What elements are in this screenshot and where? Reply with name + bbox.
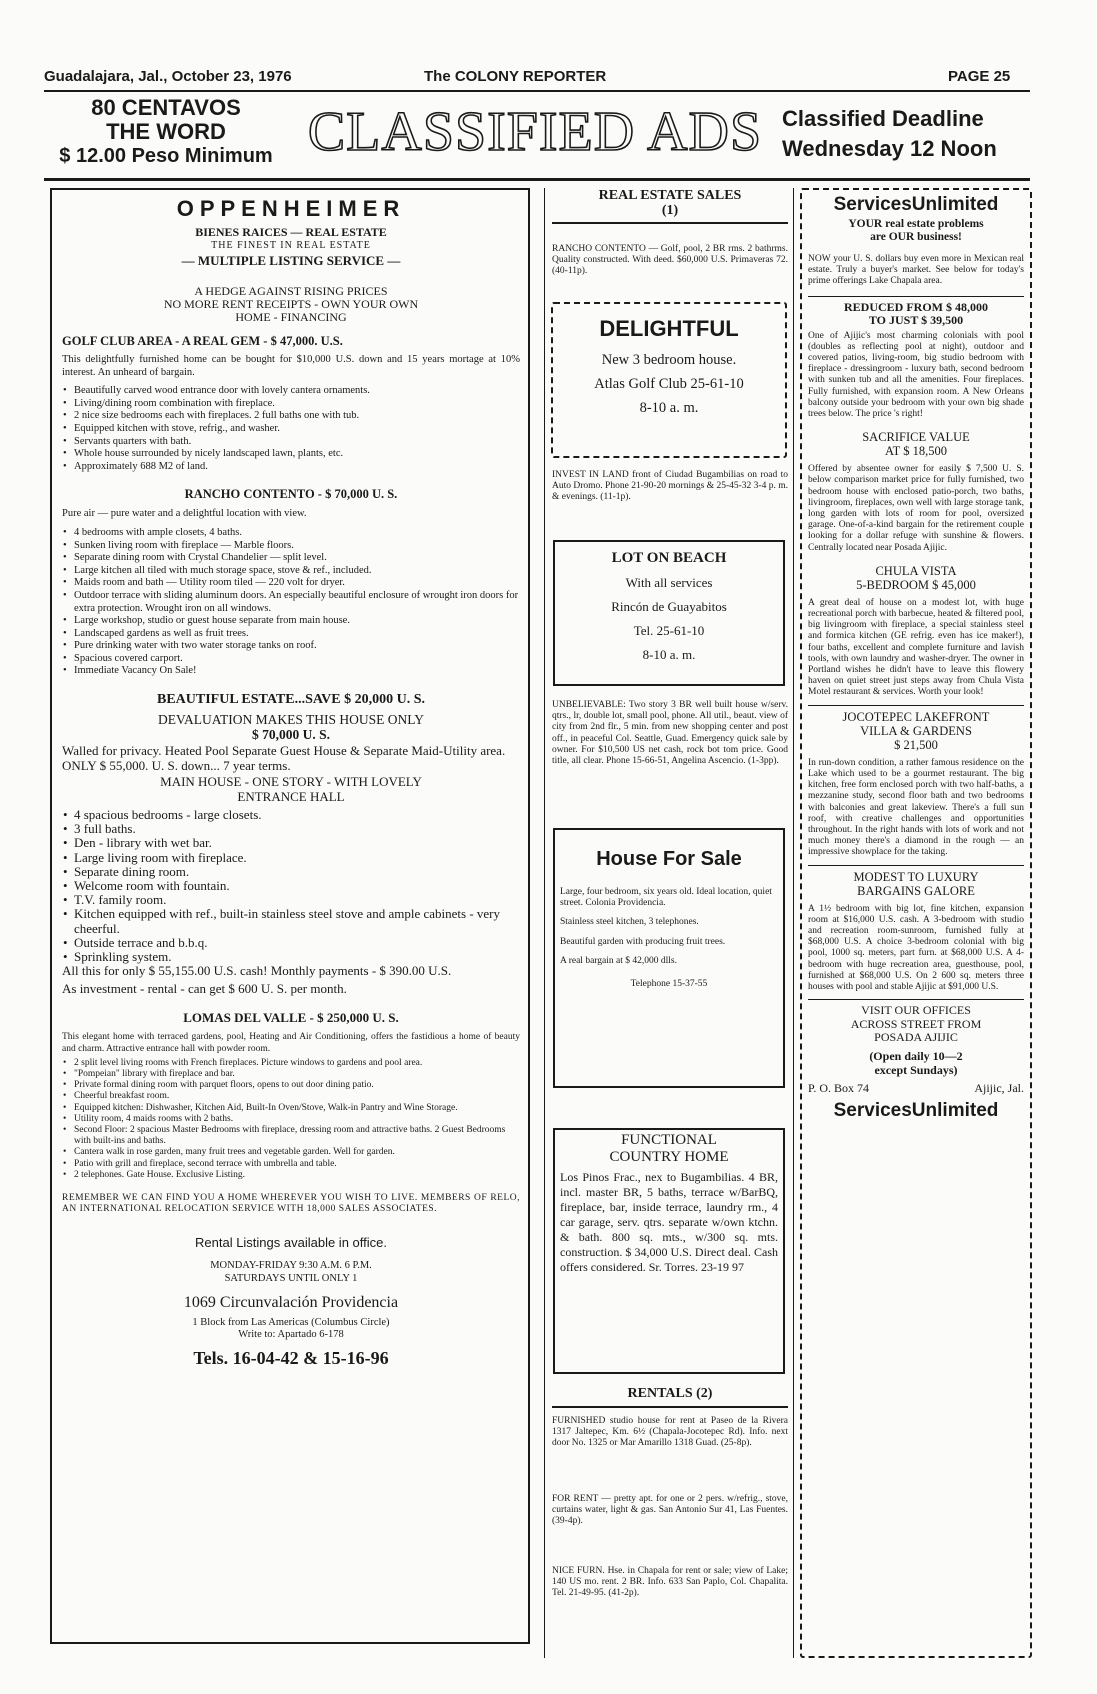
visit-line-1: VISIT OUR OFFICES [861,1003,971,1018]
list-item: • 4 bedrooms with ample closets, 4 baths. [74,527,520,540]
header-date: Guadalajara, Jal., October 23, 1976 [44,68,292,85]
jocotepec-heading-2: VILLA & GARDENS [860,723,972,738]
open-line-1: (Open daily 10—2 [869,1048,963,1063]
house-line-4: A real bargain at $ 42,000 dlls. [560,955,677,966]
write-line: Write to: Apartado 6-178 [238,1329,344,1341]
tagline-2: are OUR business! [870,231,962,243]
list-item: • Beautifully carved wood entrance door with lovely cantera ornaments. [74,385,520,398]
functional-body: Los Pinos Frac., nex to Bugambilias. 4 BR, incl. master BR, 5 baths, terrace w/BarBQ, fireplace, bar, inside terrace, laundry rm., 4 car garage, serv. qtrs. separate w/own ktchn. & bath. 800 sq. mts., w/300 sq. mts. construction. $ 34,000 U.S. Direct deal. Cash offers considered. Sr. Torres. 23-19 97 [560,1170,778,1274]
house-title: House For Sale [596,848,742,870]
section-rule [808,296,1024,297]
modest-body: A 1½ bedroom with big lot, fine kitchen, expansion room at $16,000 U.S. cash. A 3-bedroom with studio and recreation room-sunroom, furnished fully at $68,000 U.S. A choice 3-bedroom colonial with big pool, 1000 sq. meters, part furn. at $68,000 U.S. A 4-bedroom with huge recreation area, guesthouse, pool, furnished at $68,000 U.S. On 2 600 sq. meters three houses with pool and stable Ajijic at $91,000 U.S. [808,903,1024,992]
rate-line-3: $ 12.00 Peso Minimum [59,145,273,167]
list-item: • 2 nice size bedrooms each with fireplaces. 2 full baths one with tub. [74,410,520,423]
golf-intro: This delightfully furnished home can be bought for $10,000 U.S. down and 15 years mortage at 10% interest. An unheard of bargain. [62,354,520,378]
chula-heading [808,564,1024,592]
unbelievable-ad: UNBELIEVABLE: Two story 3 BR well built house w/serv. qtrs., lr, double lot, small pool, phone. All util., beaut. view of city from 2nd flr., 5 min. from new shopping center and post off., in peaceful Col. Seattle, Guad. Emergency quick sale by owner. For $10,500 US net cash, rock bot tom price. Good title, all clear. Phone 15-66-51, Angelina Ascencio. (1-3pp). [552,700,788,767]
list-item: • Private formal dining room with parquet floors, opens to out door dining patio. [74,1080,520,1091]
list-item: • Patio with grill and fireplace, second terrace with umbrella and table. [74,1159,520,1170]
list-item: • Spacious covered carport. [74,653,520,666]
jocotepec-heading-3: $ 21,500 [894,737,938,752]
house-for-sale-ad [560,848,778,990]
rancho-features-list [62,527,520,678]
house-line-1: Large, four bedroom, six years old. Ideal location, quiet street. Colonia Providencia. [560,887,772,909]
list-item: • Living/dining room combination with fireplace. [74,398,520,411]
estate-line-5: ENTRANCE HALL [237,788,345,804]
list-item: • Equipped kitchen: Dishwasher, Kitchen Aid, Built-In Oven/Stove, Walk-in Pantry and Wine Storage. [74,1103,520,1114]
oppenheimer-sub-2: THE FINEST IN REAL ESTATE [211,240,371,251]
hedge-line-2: NO MORE RENT RECEIPTS - OWN YOUR OWN [163,297,419,311]
list-item: • 3 full baths. [74,822,520,836]
office-address: 1069 Circunvalación Providencia [183,1293,399,1311]
modest-heading-2: BARGAINS GALORE [857,883,975,898]
real-estate-sales-heading [552,188,788,218]
hedge-line-3: HOME - FINANCING [235,310,347,324]
estate-features-list [62,808,520,964]
jocotepec-heading [808,710,1024,752]
functional-title [560,1132,778,1166]
section-rule [808,999,1024,1000]
lomas-features-list [62,1058,520,1181]
list-item: • Large kitchen all tiled with much storage space, stove & ref., included. [74,565,520,578]
delightful-body [556,348,782,420]
modest-heading [808,870,1024,898]
estate-main-house [62,775,520,804]
visit-offices [808,1004,1024,1045]
golf-features-list [62,385,520,473]
list-item: • Second Floor: 2 spacious Master Bedrooms with fireplace, dressing room and attractive baths. 2 Guest Bedrooms with built-ins and baths. [74,1125,520,1147]
hours-line-1: MONDAY-FRIDAY 9:30 A.M. 6 P.M. [210,1260,372,1272]
town: Ajijic, Jal. [974,1080,1024,1095]
list-item: • Approximately 688 M2 of land. [74,461,520,474]
res-heading-line-2: (1) [661,203,679,218]
list-item: • Equipped kitchen with stove, refrig., and washer. [74,423,520,436]
header-page-number: PAGE 25 [948,68,1011,85]
list-item: • Landscaped gardens as well as fruit trees. [74,628,520,641]
open-line-2: except Sundays) [874,1062,958,1077]
section-rule [808,705,1024,706]
po-box: P. O. Box 74 [808,1080,870,1095]
delightful-line-1: New 3 bedroom house. [601,352,737,368]
list-item: • Cantera walk in rose garden, many fruit trees and vegetable garden. Well for garden. [74,1147,520,1158]
deadline-line-2: Wednesday 12 Noon [782,136,997,161]
rate-line-1: 80 CENTAVOS [91,95,241,120]
office-hours [62,1260,520,1285]
services-unlimited-ad [808,194,1024,1122]
heading-rule [552,222,788,224]
visit-line-2: ACROSS STREET FROM [850,1016,982,1031]
deadline-line-1: Classified Deadline [782,106,984,131]
rental-note: Rental Listings available in office. [195,1235,387,1251]
house-line-2: Stainless steel kitchen, 3 telephones. [560,917,699,928]
oppenheimer-ad [62,196,520,1369]
list-item: • Maids room and bath — Utility room tiled — 220 volt for dryer. [74,577,520,590]
list-item: • Welcome room with fountain. [74,879,520,893]
rancho-heading: RANCHO CONTENTO - $ 70,000 U. S. [184,487,398,502]
list-item: • Pure drinking water with two water storage tanks on roof. [74,640,520,653]
lot-line-2: Rincón de Guayabitos [611,599,727,614]
list-item: • Utility room, 4 maids rooms with 2 baths. [74,1114,520,1125]
list-item: • T.V. family room. [74,893,520,907]
estate-line-7: As investment - rental - can get $ 600 U. S. per month. [62,980,347,996]
list-item: • Large living room with fireplace. [74,851,520,865]
list-item: • Separate dining room with Crystal Chandelier — split level. [74,552,520,565]
invest-land-ad: INVEST IN LAND front of Ciudad Bugambilias on road to Auto Dromo. Phone 21-90-20 mornings & 25-45-32 3-4 p. m. & evenings. (11-1p). [552,470,788,503]
deadline-box [782,104,1032,164]
block-line: 1 Block from Las Americas (Columbus Circle) [192,1316,390,1328]
opening-hours [808,1049,1024,1077]
rate-line-2: THE WORD [106,119,226,144]
lot-line-1: With all services [625,575,713,590]
list-item: • Whole house surrounded by nicely landscaped lawn, plants, etc. [74,448,520,461]
reduced-heading [808,301,1024,327]
section-rule [808,865,1024,866]
jocotepec-heading-1: JOCOTEPEC LAKEFRONT [842,709,990,724]
sacrifice-body: Offered by absentee owner for easily $ 7,500 U. S. below comparison market price for fully furnished, two bedroom house with enclosed patio-porch, two baths, livingroom, fireplaces, own well with large storage tank, long garden with lots of room for pool, oversized garage. One-of-a-kind bargain for the retirement couple looking for a dollar refuge with sunshine & flowers. Centrally located near Posada Ajijic. [808,464,1024,553]
oppenheimer-name: OPPENHEIMER [176,196,406,221]
lot-line-3: Tel. 25-61-10 [633,623,705,638]
lomas-heading: LOMAS DEL VALLE - $ 250,000 U. S. [183,1010,399,1026]
hours-line-2: SATURDAYS UNTIL ONLY 1 [224,1272,358,1284]
estate-devaluation [62,712,520,742]
chula-heading-1: CHULA VISTA [875,563,957,578]
tagline [808,218,1024,244]
header-rule [44,90,1030,92]
rentals-heading: RENTALS (2) [627,1386,713,1401]
heading-rule [552,1406,788,1408]
list-item: • "Pompeian" library with fireplace and bar. [74,1069,520,1080]
functional-home-ad [560,1132,778,1275]
lot-line-4: 8-10 a. m. [642,647,696,662]
reduced-body: One of Ajijic's most charming colonials with pool (doubles as reflecting pool at night), outdoor and covered patios, living-room, big studio bedroom with fireplace - dressingroom - luxury bath, second bedroom with sunken tub and all the amenities. Four fireplaces. Fully furnished, with expansion room. A New Orleans balcony outside your bedroom with your own big shade trees below. The price 's right! [808,330,1024,420]
list-item: • 2 telephones. Gate House. Exclusive Listing. [74,1170,520,1181]
oppenheimer-sub-3: — MULTIPLE LISTING SERVICE — [181,253,401,268]
reduced-heading-1: REDUCED FROM $ 48,000 [844,299,988,314]
list-item: • Cheerful breakfast room. [74,1091,520,1102]
list-item: • Separate dining room. [74,865,520,879]
tagline-1: YOUR real estate problems [848,218,984,230]
delightful-ad [556,316,782,420]
house-telephone: Telephone 15-37-55 [630,979,708,990]
header-paper-name: The COLONY REPORTER [424,68,607,85]
rancho-contento-small-ad: RANCHO CONTENTO — Golf, pool, 2 BR rms. 2 bathrms. Quality constructed. With deed. $60,000 U.S. Primaveras 72. (40-11p). [552,244,788,277]
jocotepec-body: In run-down condition, a rather famous residence on the Lake which used to be a gourmet restaurant. The big kitchen, free form enclosed porch with two half-baths, a mezzanine study, second floor bath and two bedrooms with balconies and great lakeview. There's a full sun roof, with creative challenges and opportunities throughout. In the right hands with lots of work and not much money there's a diamond in the rough — an impressive showplace for the taking. [808,757,1024,858]
office-location [62,1317,520,1342]
functional-title-line-1: FUNCTIONAL [621,1132,717,1148]
rental-ad-1: FURNISHED studio house for rent at Paseo de la Rivera 1317 Jaltepec, Km. 6½ (Chapala-Jocotepec Rd). Info. next door No. 1325 or Mar Amarillo 1318 Guad. (25-8p). [552,1416,788,1449]
chula-heading-2: 5-BEDROOM $ 45,000 [856,577,976,592]
sacrifice-heading-2: AT $ 18,500 [885,444,947,459]
brand-top: ServicesUnlimited [833,194,999,215]
estate-line-4: MAIN HOUSE - ONE STORY - WITH LOVELY [160,774,422,790]
house-line-3: Beautiful garden with producing fruit trees. [560,936,726,947]
delightful-title: DELIGHTFUL [599,316,739,341]
remember-note: REMEMBER WE CAN FIND YOU A HOME WHEREVER YOU WISH TO LIVE. MEMBERS OF RELO, AN INTERNATIONAL RELOCATION SERVICE WITH 18,000 SALES ASSOCIATES. [62,1192,520,1215]
list-item: • Outside terrace and b.b.q. [74,936,520,950]
reduced-heading-2: TO JUST $ 39,500 [868,312,964,327]
masthead-title: CLASSIFIED ADS [307,101,763,163]
golf-heading: GOLF CLUB AREA - A REAL GEM - $ 47,000. U.S. [62,334,343,348]
modest-heading-1: MODEST TO LUXURY [853,869,979,884]
brand-bottom: ServicesUnlimited [833,1099,999,1121]
intro-text: NOW your U. S. dollars buy even more in Mexican real estate. Truly a buyer's market. See below for today's prime offerings Lake Chapala area. [808,254,1024,287]
delightful-line-2: Atlas Golf Club 25-61-10 [594,376,744,392]
list-item: • Sprinkling system. [74,950,520,964]
estate-line-3: Walled for privacy. Heated Pool Separate Guest House & Separate Maid-Utility area. ONLY $ 55,000. U. S. down... 7 year terms. [62,743,506,773]
estate-heading: BEAUTIFUL ESTATE...SAVE $ 20,000 U. S. [156,692,426,708]
oppenheimer-sub-1: BIENES RAICES — REAL ESTATE [195,225,387,239]
list-item: • Sunken living room with fireplace — Marble floors. [74,540,520,553]
visit-line-3: POSADA AJIJIC [874,1030,958,1045]
list-item: • Servants quarters with bath. [74,436,520,449]
lomas-intro: This elegant home with terraced gardens, pool, Heating and Air Conditioning, offers the fastidious a home of beauty and charm. Attractive entrance hall with powder room. [62,1032,520,1054]
list-item: • Immediate Vacancy On Sale! [74,665,520,678]
column-divider [544,188,545,1658]
rate-box [46,96,286,168]
sacrifice-heading-1: SACRIFICE VALUE [862,430,970,445]
office-phones: Tels. 16-04-42 & 15-16-96 [193,1347,389,1368]
sacrifice-heading [808,430,1024,458]
postal-line [808,1081,1024,1096]
estate-line-1: DEVALUATION MAKES THIS HOUSE ONLY [158,712,424,728]
delightful-line-3: 8-10 a. m. [639,400,699,416]
lot-body [560,571,778,667]
rental-ad-2: FOR RENT — pretty apt. for one or 2 pers. w/refrig., stove, curtains water, light & gas. San Antonio Sur 41, Las Fuentes. (39-4p). [552,1494,788,1527]
res-heading-line-1: REAL ESTATE SALES [598,188,742,203]
hedge-block [62,285,520,324]
estate-line-6: All this for only $ 55,155.00 U.S. cash! Monthly payments - $ 390.00 U.S. [62,963,452,979]
column-divider [793,188,794,1658]
list-item: • Large workshop, studio or guest house separate from main house. [74,615,520,628]
functional-title-line-2: COUNTRY HOME [609,1149,729,1165]
lot-title: LOT ON BEACH [611,550,727,566]
rental-ad-3: NICE FURN. Hse. in Chapala for rent or sale; view of Lake; 140 US mo. rent. 2 BR. Info. 633 San Paplo, Col. Chapalita. Tel. 21-49-95. (41-2p). [552,1566,788,1599]
chula-body: A great deal of house on a modest lot, with huge recreational porch with barbecue, heated & filtered pool, big livingroom with fireplace, a special stainless steel and formica kitchen (GE refrig. even has ice maker!), four baths, excellent and complete furniture and lavish tools, with own laundry and washer-dryer. The owner in Portland wishes he didn't have to leave this flowery haven on quiet street just steps away from Chula Vista Motel restaurant & services. Worth your look! [808,597,1024,698]
masthead-rule [44,178,1030,181]
list-item: • 4 spacious bedrooms - large closets. [74,808,520,822]
hedge-line-1: A HEDGE AGAINST RISING PRICES [194,284,388,298]
list-item: • Kitchen equipped with ref., built-in stainless steel stove and ample cabinets - very cheerful. [74,907,520,935]
estate-line-2: $ 70,000 U. S. [251,727,330,743]
list-item: • 2 split level living rooms with French fireplaces. Picture windows to gardens and pool area. [74,1058,520,1069]
list-item: • Den - library with wet bar. [74,836,520,850]
rancho-intro: Pure air — pure water and a delightful location with view. [62,508,307,520]
list-item: • Outdoor terrace with sliding aluminum doors. An especially beautiful enclosure of wrought iron doors for extra protection. Wrought iron on all windows. [74,590,520,615]
lot-on-beach-ad [560,550,778,667]
